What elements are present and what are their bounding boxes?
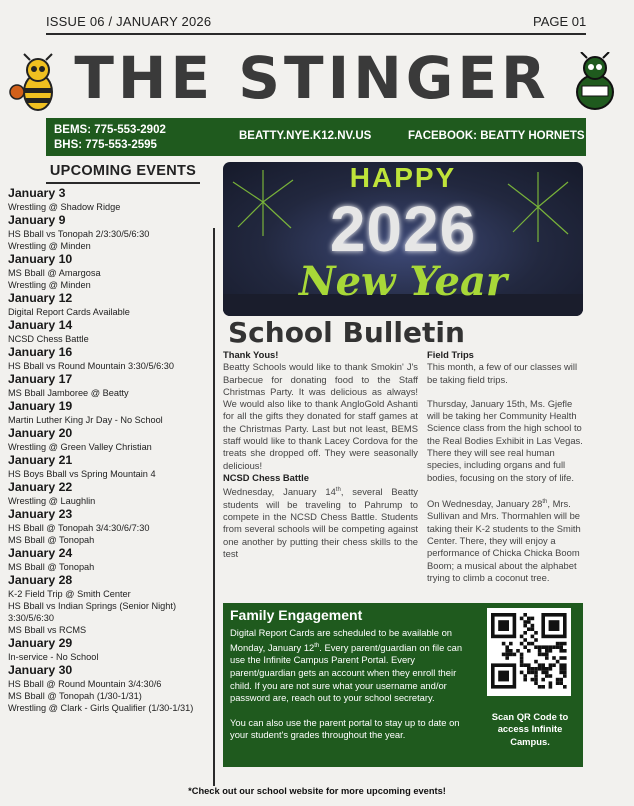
event-item [8, 636, 213, 663]
new-year-banner [223, 162, 583, 316]
event-date: January 22 [8, 480, 73, 494]
event-detail: Wrestling @ Minden [8, 241, 91, 251]
event-detail: K-2 Field Trip @ Smith Center [8, 589, 131, 599]
bhs-phone: BHS: 775-553-2595 [54, 139, 157, 151]
event-detail: HS Bball @ Tonopah 3/4:30/6/7:30 [8, 523, 150, 533]
thanks-heading: Thank Yous! [223, 349, 279, 360]
events-list [8, 186, 213, 714]
masthead-title: THE STINGER [74, 44, 550, 112]
banner-happy-text: HAPPY [349, 162, 457, 193]
event-item [8, 372, 213, 399]
event-date: January 24 [8, 546, 73, 560]
qr-caption: Scan QR Code to access Infinite Campus. [491, 711, 569, 747]
event-detail: HS Bball vs Tonopah 2/3:30/5/6:30 [8, 229, 150, 239]
bems-phone: BEMS: 775-553-2902 [54, 124, 166, 136]
event-detail: Wrestling @ Shadow Ridge [8, 202, 121, 212]
event-detail: In-service - No School [8, 652, 99, 662]
hornet-mascot-left-icon [8, 52, 64, 116]
event-detail: Wrestling @ Minden [8, 280, 91, 290]
events-title: UPCOMING EVENTS [49, 163, 197, 179]
event-detail: MS Bball @ Amargosa [8, 268, 101, 278]
events-rule [46, 182, 200, 184]
event-date: January 20 [8, 426, 73, 440]
column-divider [213, 228, 215, 786]
event-date: January 14 [8, 318, 73, 332]
banner-year-text: 2026 [329, 193, 477, 265]
event-item [8, 399, 213, 426]
banner-new-year-text: New Year [299, 258, 507, 305]
family-text: Digital Report Cards are scheduled to be available on Monday, January 12th. Every parent/guardian on file can use the Infinite Campus Parent Portal. Every parent/guardian gets an account when they enroll their child. If you are not sure what your username and/or password are, reach out to your school secretary. You can also use the parent portal to stay up to date on your student's grades throughout the year. [230, 627, 463, 741]
event-detail: MS Bball @ Tonopah [8, 562, 95, 572]
event-item [8, 453, 213, 480]
event-date: January 19 [8, 399, 73, 413]
chess-heading: NCSD Chess Battle [223, 471, 309, 483]
event-item [8, 252, 213, 291]
trips-health-science: Thursday, January 15th, Ms. Gjefle will be taking her Community Health Science class from the high school to the Real Bodies Exhibit in Las Vegas. There they will see real human species, including organs and full bodies, focusing on the story of life. [427, 397, 583, 483]
event-date: January 17 [8, 372, 73, 386]
contact-bar [46, 118, 586, 156]
event-item [8, 426, 213, 453]
event-item [8, 186, 213, 213]
event-detail: HS Bball vs Round Mountain 3:30/5/6:30 [8, 361, 174, 371]
event-item [8, 291, 213, 318]
event-item [8, 318, 213, 345]
event-date: January 28 [8, 573, 73, 587]
event-date: January 21 [8, 453, 73, 467]
trips-intro: This month, a few of our classes will be taking field trips. [427, 361, 578, 385]
event-date: January 23 [8, 507, 73, 521]
event-date: January 10 [8, 252, 73, 266]
family-engagement-box [223, 603, 583, 767]
trips-smith-center: On Wednesday, January 28th, Mrs. Sullivan and Mrs. Thormahlen will be taking their K-2 students to the Smith Center. There, they will enjoy a performance of Chicka Chicka Boom Boom; a musical about the alphabet trying to climb a coconut tree. [427, 498, 581, 583]
phone-numbers [54, 123, 166, 153]
event-detail: Martin Luther King Jr Day - No School [8, 415, 163, 425]
hornet-mascot-right-icon [567, 52, 623, 114]
event-item [8, 663, 213, 714]
event-date: January 16 [8, 345, 73, 359]
bulletin-title: School Bulletin [228, 316, 465, 349]
event-detail: Wrestling @ Clark - Girls Qualifier (1/30-1/31) [8, 703, 194, 713]
event-item [8, 213, 213, 252]
family-title: Family Engagement [230, 607, 363, 623]
event-item [8, 573, 213, 636]
issue-label: ISSUE 06 / JANUARY 2026 [46, 14, 212, 29]
event-item [8, 507, 213, 546]
event-date: January 12 [8, 291, 73, 305]
event-detail: MS Bball @ Tonopah (1/30-1/31) [8, 691, 142, 701]
event-detail: MS Bball vs RCMS [8, 625, 87, 635]
event-item [8, 480, 213, 507]
event-detail: Digital Report Cards Available [8, 307, 130, 317]
event-item [8, 546, 213, 573]
page-number: PAGE 01 [533, 14, 587, 29]
qr-code-icon[interactable] [487, 608, 571, 696]
event-detail: MS Bball @ Tonopah [8, 535, 95, 545]
event-date: January 29 [8, 636, 73, 650]
top-rule [46, 33, 586, 35]
event-date: January 3 [8, 186, 66, 200]
event-detail: HS Bball @ Round Mountain 3/4:30/6 [8, 679, 162, 689]
qr-pattern [487, 608, 571, 696]
website-link[interactable]: BEATTY.NYE.K12.NV.US [239, 130, 372, 142]
trips-heading: Field Trips [427, 349, 474, 360]
bulletin-right-column [427, 349, 583, 584]
event-detail: MS Bball Jamboree @ Beatty [8, 388, 129, 398]
event-date: January 9 [8, 213, 66, 227]
event-date: January 30 [8, 663, 73, 677]
event-detail: HS Boys Bball vs Spring Mountain 4 [8, 469, 156, 479]
footer-note: *Check out our school website for more upcoming events! [188, 786, 446, 796]
chess-body: Wednesday, January 14th, several Beatty students will be traveling to Pahrump to compete in the NCSD Chess Battle. Students from several schools will be competing against one another by putting their chess skills to the test [223, 486, 418, 559]
event-item [8, 345, 213, 372]
event-detail: HS Bball vs Indian Springs (Senior Night) 3:30/5/6:30 [8, 601, 177, 623]
thanks-body: Beatty Schools would like to thank Smokin' J's Barbecue for donating food to the Staff Christmas Party. It was delicious as always! We would also like to thank AngloGold Ashanti for all the gifts they donated for staff games at the Christmas Party. Last but not least, BEMS staff would like to thank Lacey Cordova for the treats she dropped off. They were seasonally delicious! [223, 361, 418, 471]
event-detail: Wrestling @ Laughlin [8, 496, 96, 506]
facebook-link[interactable]: FACEBOOK: BEATTY HORNETS [408, 130, 585, 142]
event-detail: Wrestling @ Green Valley Christian [8, 442, 152, 452]
bulletin-left-column [223, 349, 418, 560]
event-detail: NCSD Chess Battle [8, 334, 89, 344]
